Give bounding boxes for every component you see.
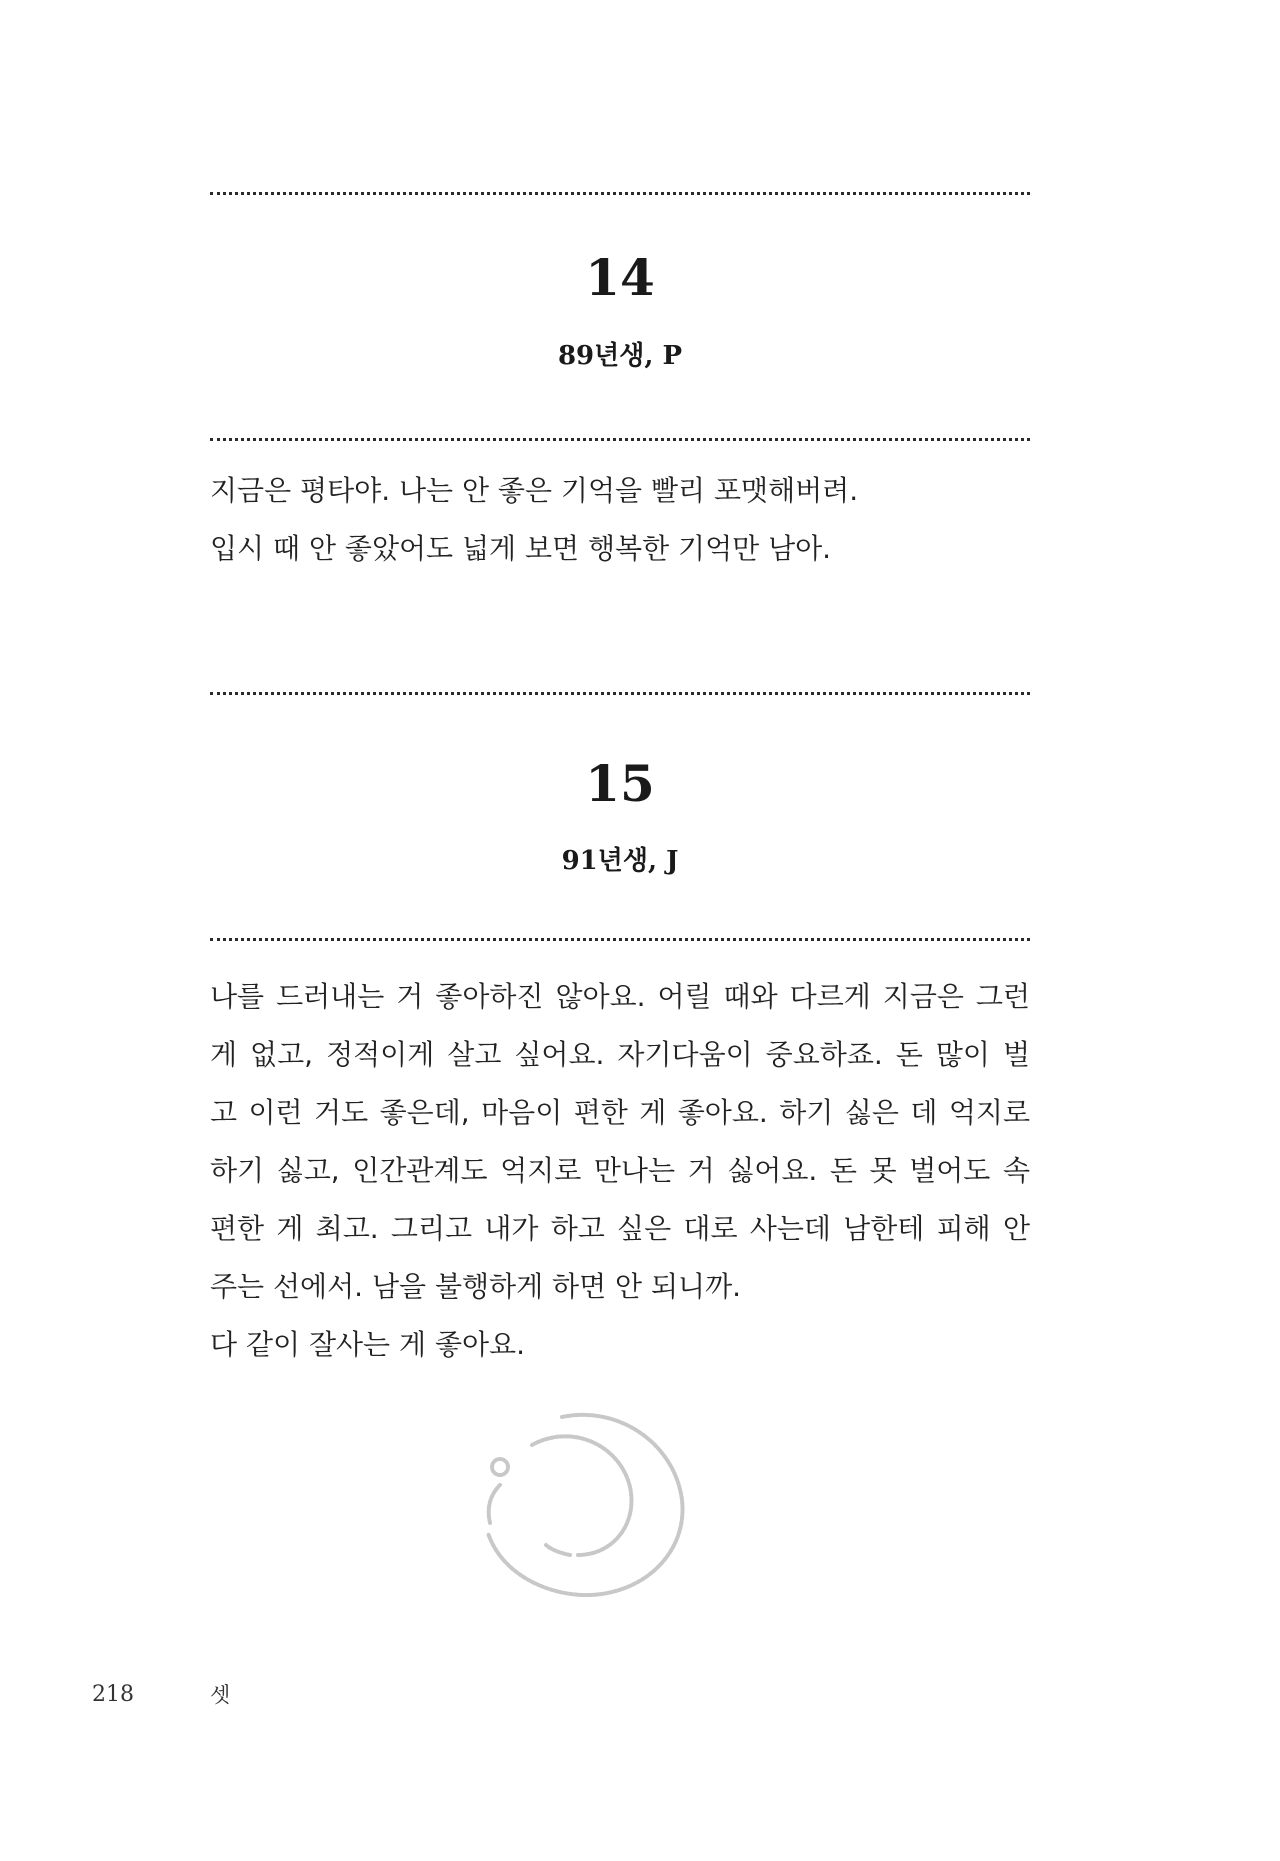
page-number: 218	[92, 1682, 134, 1707]
dotted-divider	[210, 692, 1030, 695]
dotted-divider	[210, 192, 1030, 195]
hand-drawn-circle-ornament-icon	[470, 1405, 690, 1605]
body-line: 주는 선에서. 남을 불행하게 하면 안 되니까.	[210, 1270, 742, 1303]
entry-body	[210, 462, 1030, 578]
entry-subtitle: 89년생, P	[557, 341, 683, 371]
body-line: 편한 게 최고. 그리고 내가 하고 싶은 대로 사는데 남한테 피해 안	[210, 1212, 1030, 1245]
entry-number: 15	[585, 754, 655, 813]
dotted-divider	[210, 938, 1030, 941]
entry-subtitle: 91년생, J	[561, 846, 679, 876]
body-line: 다 같이 잘사는 게 좋아요.	[210, 1328, 525, 1361]
body-line: 고 이런 거도 좋은데, 마음이 편한 게 좋아요. 하기 싫은 데 억지로	[210, 1096, 1030, 1129]
section-label: 셋	[210, 1683, 231, 1707]
body-line: 입시 때 안 좋았어도 넓게 보면 행복한 기억만 남아.	[210, 532, 832, 565]
dotted-divider	[210, 438, 1030, 441]
body-line: 나를 드러내는 거 좋아하진 않아요. 어릴 때와 다르게 지금은 그런	[210, 980, 1030, 1013]
entry-number: 14	[585, 248, 655, 307]
body-line: 지금은 평타야. 나는 안 좋은 기억을 빨리 포맷해버려.	[210, 474, 859, 507]
body-line: 하기 싫고, 인간관계도 억지로 만나는 거 싫어요. 돈 못 벌어도 속	[210, 1154, 1030, 1187]
body-line: 게 없고, 정적이게 살고 싶어요. 자기다움이 중요하죠. 돈 많이 벌	[210, 1038, 1030, 1071]
entry-body	[210, 968, 1030, 1374]
